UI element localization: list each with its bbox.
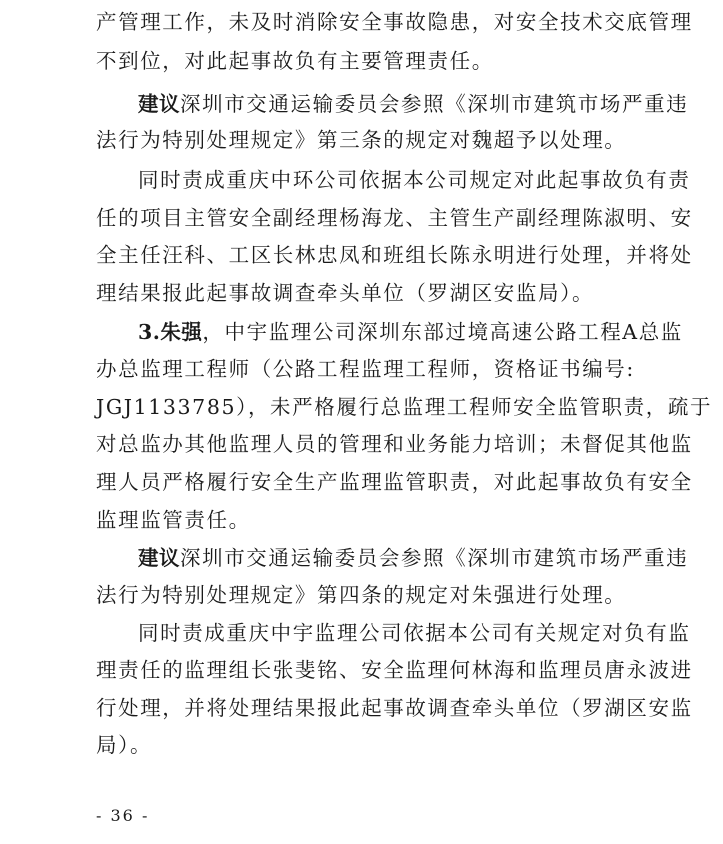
text-line-16: 法行为特别处理规定》第四条的规定对朱强进行处理。	[96, 583, 627, 607]
bold-lead: 建议	[138, 546, 180, 570]
text-line-10: 办总监理工程师（公路工程监理工程师，资格证书编号:	[96, 357, 635, 381]
bold-lead: 建议	[138, 92, 180, 116]
text-line-8: 理结果报此起事故调查牵头单位（罗湖区安监局）。	[96, 281, 595, 305]
text-line-9	[138, 318, 683, 346]
text-line-20: 局）。	[96, 733, 153, 757]
line-text: ，中宇监理公司深圳东部过境高速公路工程A总监	[202, 320, 683, 344]
line-text: 深圳市交通运输委员会参照《深圳市建筑市场严重违	[180, 546, 689, 570]
bold-lead: 3.朱强	[138, 320, 203, 344]
text-line-3	[138, 90, 688, 118]
text-line-15	[138, 544, 688, 572]
text-line-19: 行处理，并将处理结果报此起事故调查牵头单位（罗湖区安监	[96, 696, 693, 720]
text-line-13: 理人员严格履行安全生产监理监管职责，对此起事故负有安全	[96, 470, 693, 494]
text-line-11: JGJ1133785），未严格履行总监理工程师安全监管职责，疏于	[96, 395, 713, 419]
text-line-14: 监理监管责任。	[96, 508, 251, 532]
text-line-18: 理责任的监理组长张斐铭、安全监理何林海和监理员唐永波进	[96, 658, 693, 682]
text-line-12: 对总监办其他监理人员的管理和业务能力培训；未督促其他监	[96, 432, 693, 456]
text-line-1: 产管理工作，未及时消除安全事故隐患，对安全技术交底管理	[96, 10, 693, 34]
text-line-7: 全主任汪科、工区长林忠凤和班组长陈永明进行处理，并将处	[96, 243, 693, 267]
text-line-4: 法行为特别处理规定》第三条的规定对魏超予以处理。	[96, 128, 627, 152]
text-line-17: 同时责成重庆中宇监理公司依据本公司有关规定对负有监	[138, 621, 691, 645]
text-line-6: 任的项目主管安全副经理杨海龙、主管生产副经理陈淑明、安	[96, 206, 693, 230]
line-text: 深圳市交通运输委员会参照《深圳市建筑市场严重违	[180, 92, 689, 116]
text-line-2: 不到位，对此起事故负有主要管理责任。	[96, 49, 494, 73]
text-line-5: 同时责成重庆中环公司依据本公司规定对此起事故负有责	[138, 168, 691, 192]
page-number: - 36 -	[96, 806, 150, 825]
